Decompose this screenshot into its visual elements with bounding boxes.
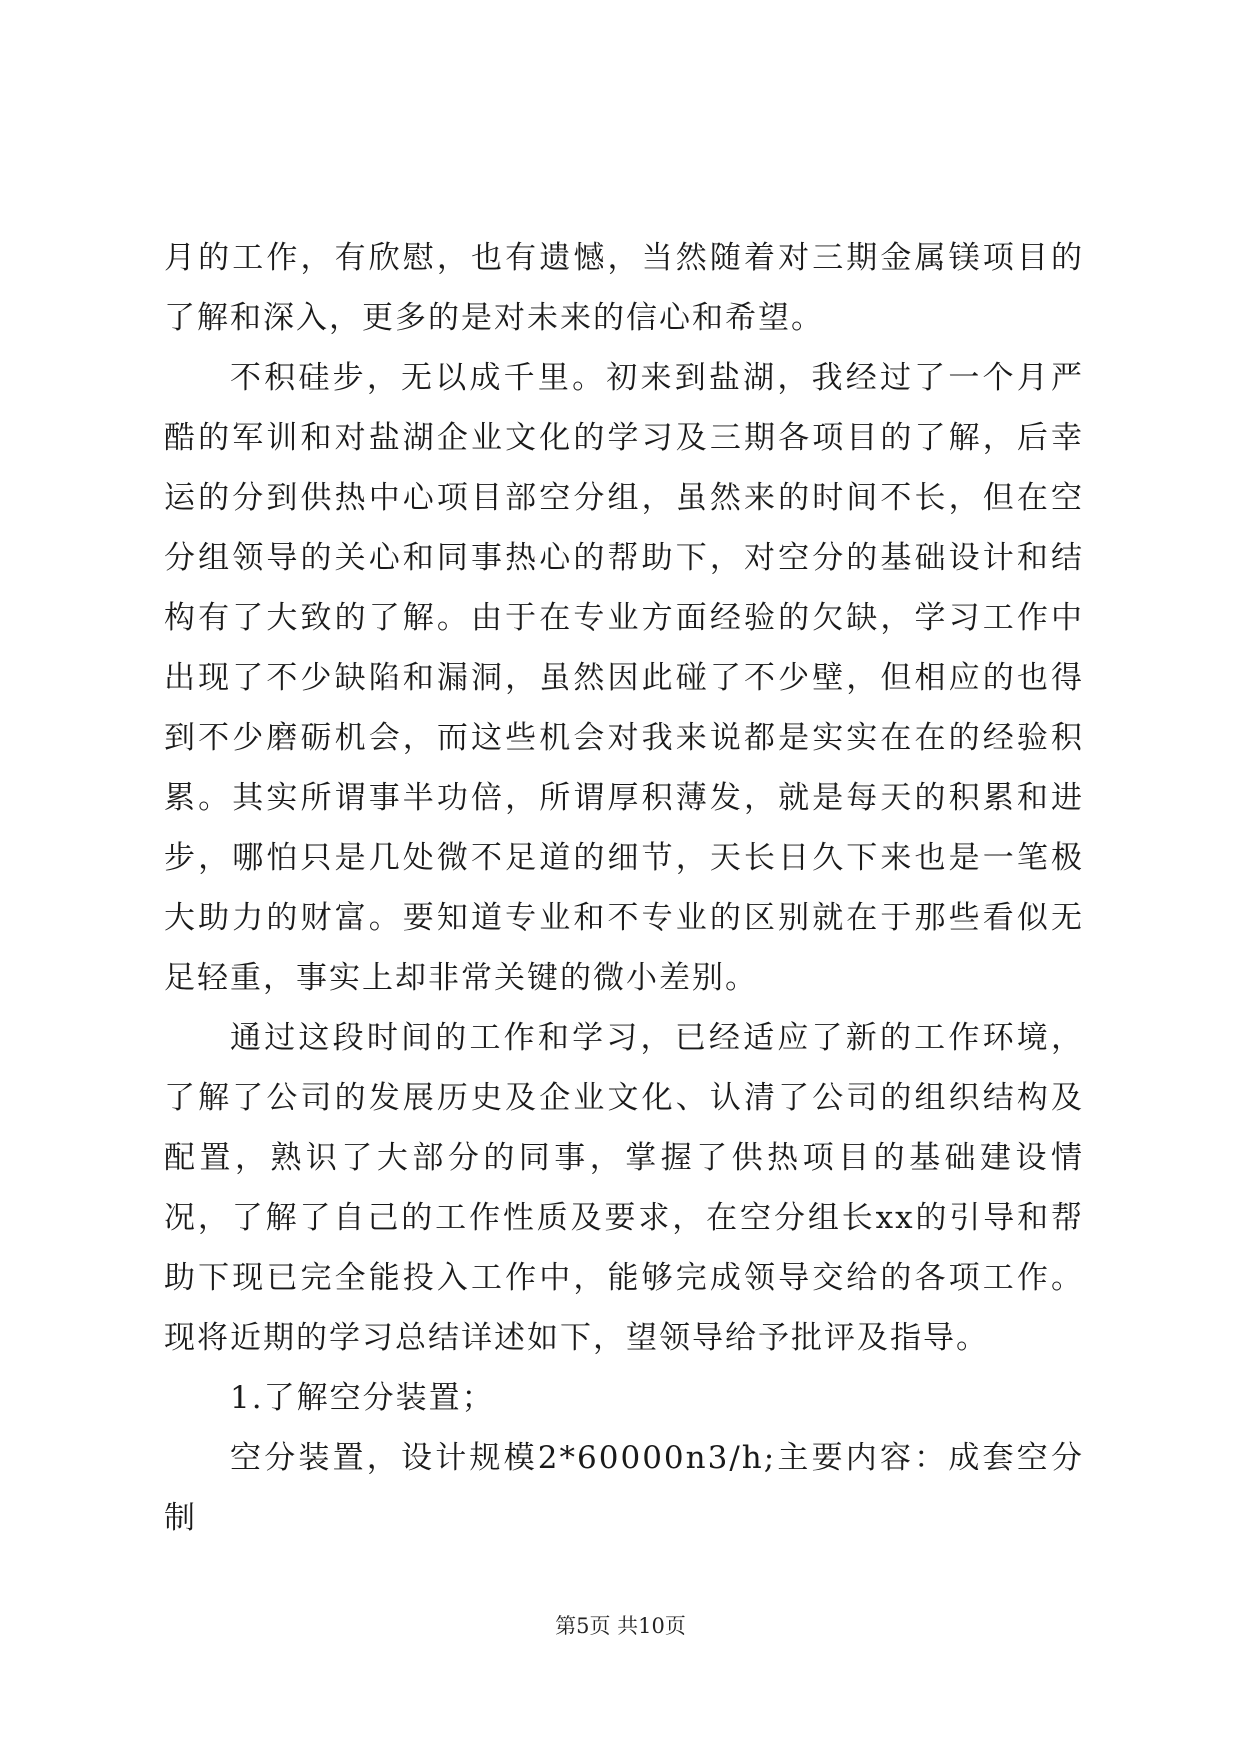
- paragraph-experience: 不积硅步，无以成千里。初来到盐湖，我经过了一个月严酷的军训和对盐湖企业文化的学习及三期各项目的了解，后幸运的分到供热中心项目部空分组，虽然来的时间不长，但在空分组领导的关心和同事热心的帮助下，对空分的基础设计和结构有了大致的了解。由于在专业方面经验的欠缺，学习工作中出现了不少缺陷和漏洞，虽然因此碰了不少壁，但相应的也得到不少磨砺机会，而这些机会对我来说都是实实在在的经验积累。其实所谓事半功倍，所谓厚积薄发，就是每天的积累和进步，哪怕只是几处微不足道的细节，天长日久下来也是一笔极大助力的财富。要知道专业和不专业的区别就在于那些看似无足轻重，事实上却非常关键的微小差别。: [164, 360, 1084, 996]
- paragraph-adaptation: 通过这段时间的工作和学习，已经适应了新的工作环境，了解了公司的发展历史及企业文化、认清了公司的组织结构及配置，熟识了大部分的同事，掌握了供热项目的基础建设情况，了解了自己的工作性质及要求，在空分组长xx的引导和帮助下现已完全能投入工作中，能够完成领导交给的各项工作。现将近期的学习总结详述如下，望领导给予批评及指导。: [164, 1020, 1084, 1356]
- paragraph-air-separation-unit: 空分装置，设计规模2*60000n3/h;主要内容：成套空分制: [164, 1440, 1084, 1536]
- document-body: [164, 228, 1084, 1548]
- paragraph-continuation: 月的工作，有欣慰，也有遗憾，当然随着对三期金属镁项目的了解和深入，更多的是对未来的信心和希望。: [164, 240, 1084, 336]
- page-number-footer: 第5页 共10页: [555, 1614, 686, 1638]
- section-heading-air-separation: 1.了解空分装置；: [230, 1380, 495, 1416]
